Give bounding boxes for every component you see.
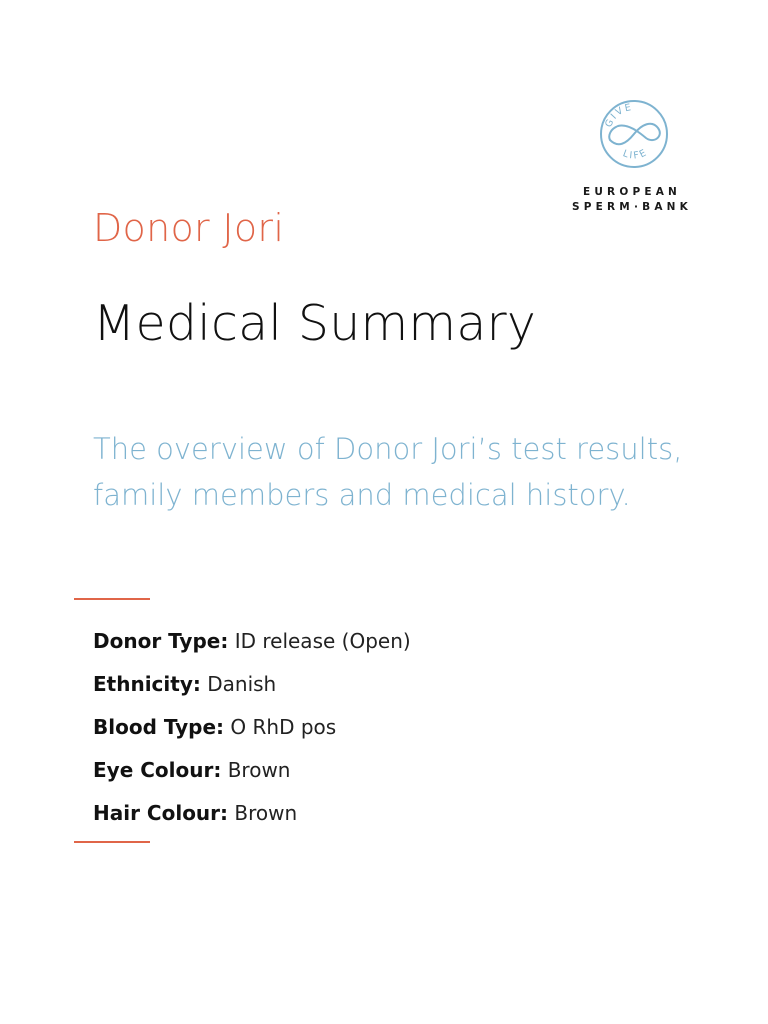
page-title: Medical Summary bbox=[93, 295, 537, 352]
detail-row-hair-colour bbox=[93, 796, 673, 839]
detail-row-ethnicity bbox=[93, 667, 673, 710]
logo-text-line2: SPERM·BANK bbox=[571, 201, 692, 213]
logo-text-line1: EUROPEAN bbox=[582, 186, 682, 198]
european-sperm-bank-logo bbox=[556, 96, 708, 220]
svg-text:LIFE bbox=[621, 147, 650, 162]
detail-label: Hair Colour: bbox=[93, 801, 229, 825]
detail-value: Brown bbox=[234, 801, 298, 825]
detail-label: Ethnicity: bbox=[93, 672, 201, 696]
detail-row-eye-colour bbox=[93, 753, 673, 796]
donor-name: Donor Jori bbox=[93, 206, 285, 250]
detail-label: Blood Type: bbox=[93, 715, 225, 739]
detail-value: ID release (Open) bbox=[234, 629, 411, 653]
detail-row-blood-type bbox=[93, 710, 673, 753]
detail-label: Eye Colour: bbox=[93, 758, 222, 782]
give-life-infinity-icon bbox=[596, 96, 672, 172]
detail-row-donor-type bbox=[93, 624, 673, 667]
detail-value: O RhD pos bbox=[230, 715, 337, 739]
intro-text: The overview of Donor Jori’s test results, family members and medical history. bbox=[93, 432, 683, 512]
detail-value: Brown bbox=[227, 758, 291, 782]
detail-label: Donor Type: bbox=[93, 629, 229, 653]
divider-top bbox=[74, 598, 150, 600]
divider-bottom bbox=[74, 841, 150, 843]
logo-ring-text-bottom: LIFE bbox=[621, 146, 650, 162]
logo-ring-text-top: GIVE bbox=[603, 101, 634, 130]
donor-details bbox=[93, 624, 673, 839]
detail-value: Danish bbox=[207, 672, 277, 696]
